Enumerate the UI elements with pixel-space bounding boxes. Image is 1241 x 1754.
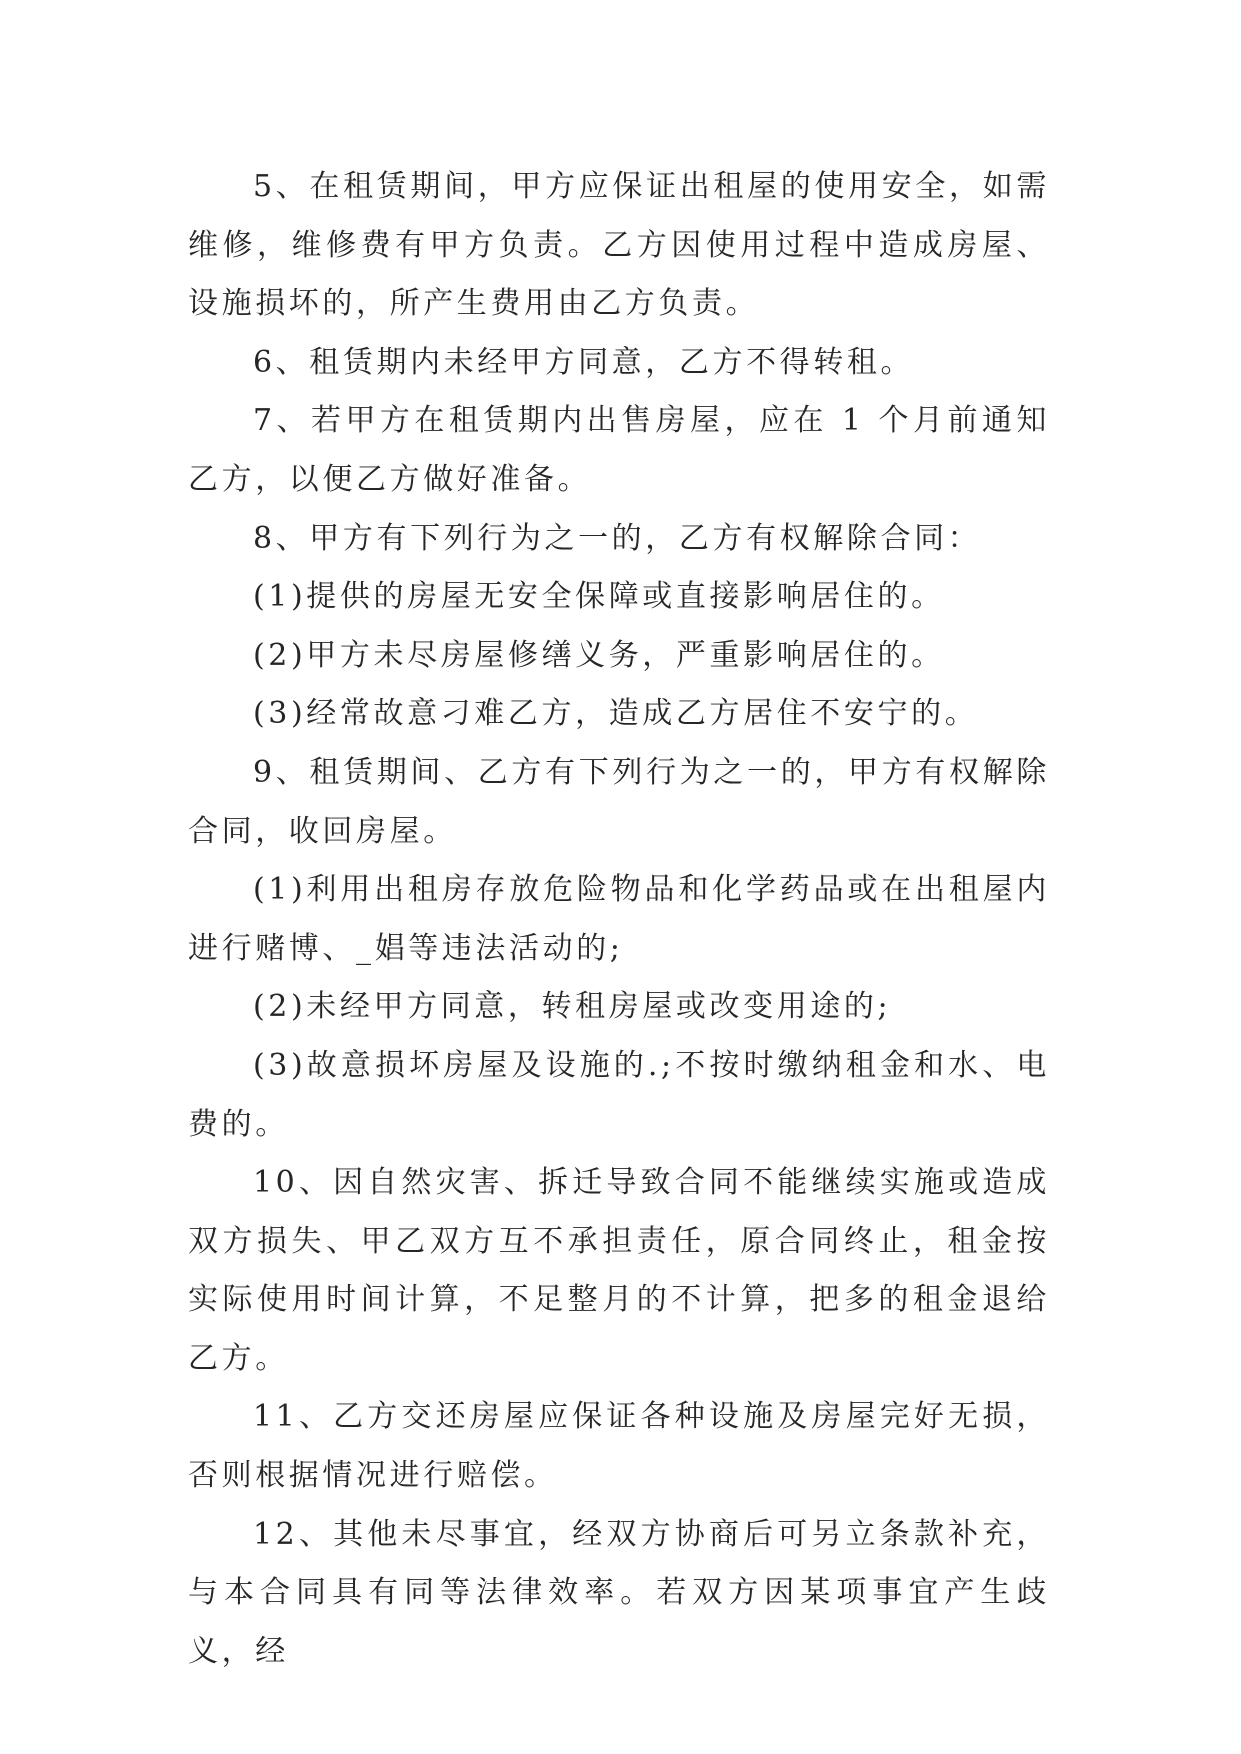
clause-8-item-1: (1)提供的房屋无安全保障或直接影响居住的。 — [253, 579, 945, 615]
clause-12: 12、其他未尽事宜，经双方协商后可另立条款补充，与本合同具有同等法律效率。若双方因某项事宜产生歧义，经 — [188, 1516, 1050, 1669]
clause-11: 11、乙方交还房屋应保证各种设施及房屋完好无损，否则根据情况进行赔偿。 — [188, 1399, 1050, 1494]
clause-10: 10、因自然灾害、拆迁导致合同不能继续实施或造成双方损失、甲乙双方互不承担责任，原合同终止，租金按实际使用时间计算，不足整月的不计算，把多的租金退给乙方。 — [188, 1165, 1050, 1376]
clause-9-item-1: (1)利用出租房存放危险物品和化学药品或在出租屋内进行赌博、_娼等违法活动的; — [188, 872, 1050, 966]
clause-9-item-3: (3)故意损坏房屋及设施的.;不按时缴纳租金和水、电费的。 — [188, 1047, 1050, 1142]
clause-7: 7、若甲方在租赁期内出售房屋，应在 1 个月前通知乙方，以便乙方做好准备。 — [188, 403, 1050, 497]
clause-9: 9、租赁期间、乙方有下列行为之一的，甲方有权解除合同，收回房屋。 — [188, 754, 1050, 849]
clause-8-item-3: (3)经常故意刁难乙方，造成乙方居住不安宁的。 — [253, 696, 979, 732]
clause-9-item-2: (2)未经甲方同意，转租房屋或改变用途的; — [253, 989, 892, 1025]
document-body — [188, 158, 1050, 1681]
clause-8-item-2: (2)甲方未尽房屋修缮义务，严重影响居住的。 — [253, 637, 945, 673]
clause-8: 8、甲方有下列行为之一的，乙方有权解除合同： — [253, 520, 982, 556]
clause-6: 6、租赁期内未经甲方同意，乙方不得转租。 — [253, 344, 915, 380]
clause-5: 5、在租赁期间，甲方应保证出租屋的使用安全，如需维修，维修费有甲方负责。乙方因使用过程中造成房屋、设施损坏的，所产生费用由乙方负责。 — [188, 169, 1050, 322]
